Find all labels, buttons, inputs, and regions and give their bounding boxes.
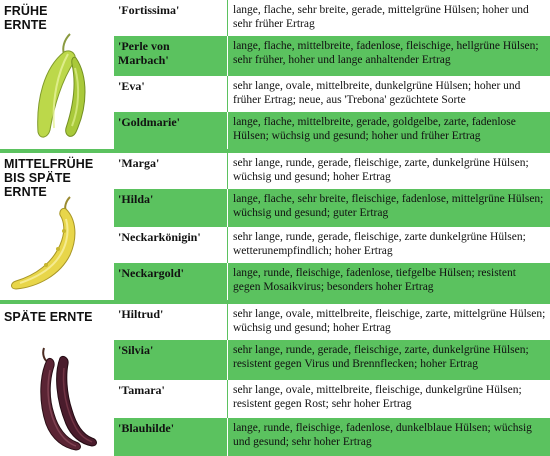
group-late-harvest [0, 304, 550, 456]
variety-description: sehr lange, runde, gerade, fleischige, zarte, dunkelgrüne Hülsen; resistent gegen Virus und Brennflecken; hoher Ertrag [233, 344, 529, 370]
table-row [114, 304, 550, 340]
group-rows [114, 153, 550, 300]
variety-description: sehr lange, ovale, mittelbreite, fleischige, dunkelgrüne Hülsen; resistent gegen Rost; sehr hoher Ertrag [233, 384, 522, 410]
variety-name: 'Hilda' [114, 189, 228, 227]
group-title-line: MITTELFRÜHE [4, 157, 94, 171]
variety-description: sehr lange, runde, gerade, fleischige, zarte dunkelgrüne Hülsen; wetterunempfindlich; hoher Ertrag [233, 231, 526, 257]
variety-description: sehr lange, ovale, mittelbreite, fleischige, zarte, mittelgrüne Hülsen; wüchsig und gesund; hoher Ertrag [233, 308, 546, 334]
table-row [114, 112, 550, 149]
purple-bean-pods-icon [20, 344, 106, 456]
variety-description: lange, flache, mittelbreite, fadenlose, fleischige, hellgrüne Hülsen; sehr früher, hoher und lange anhaltender Ertrag [233, 40, 539, 66]
table-row [114, 380, 550, 418]
variety-name: 'Perle von Marbach' [114, 36, 228, 76]
variety-description: lange, runde, fleischige, fadenlose, dunkelblaue Hülsen; wüchsig und gesund; sehr hoher Ertrag [233, 422, 532, 448]
table-row [114, 263, 550, 300]
group-early-harvest [0, 0, 550, 149]
variety-name: 'Fortissima' [114, 0, 228, 36]
group-title-line: FRÜHE [4, 4, 48, 18]
table-row [114, 76, 550, 112]
group-rows [114, 304, 550, 456]
table-row [114, 340, 550, 380]
variety-name: 'Neckargold' [114, 263, 228, 300]
table-row [114, 36, 550, 76]
group-label-column [0, 304, 114, 456]
variety-description: sehr lange, ovale, mittelbreite, dunkelgrüne Hülsen; hoher und früher Ertrag; neue, aus 'Trebona' gezüchtete Sorte [233, 80, 521, 106]
variety-name: 'Silvia' [114, 340, 228, 380]
variety-name: 'Tamara' [114, 380, 228, 418]
table-row [114, 0, 550, 36]
group-mid-harvest [0, 153, 550, 300]
variety-name: 'Blauhilde' [114, 418, 228, 456]
group-title-line: ERNTE [4, 18, 47, 32]
variety-name: 'Goldmarie' [114, 112, 228, 149]
variety-name: 'Hiltrud' [114, 304, 228, 340]
variety-description: lange, runde, fleischige, fadenlose, tiefgelbe Hülsen; resistent gegen Mosaikvirus; besonders hoher Ertrag [233, 267, 516, 293]
table-row [114, 418, 550, 456]
yellow-bean-pod-icon [4, 193, 112, 299]
variety-name: 'Neckarkönigin' [114, 227, 228, 263]
variety-name: 'Marga' [114, 153, 228, 189]
group-label-column [0, 0, 114, 149]
variety-name: 'Eva' [114, 76, 228, 112]
variety-description: lange, flache, mittelbreite, gerade, goldgelbe, zarte, fadenlose Hülsen; wüchsig und gesund; hoher und früher Ertrag [233, 116, 516, 142]
table-row [114, 227, 550, 263]
table-row [114, 153, 550, 189]
green-bean-pods-icon [18, 28, 108, 146]
variety-description: sehr lange, runde, gerade, fleischige, zarte, dunkelgrüne Hülsen; wüchsig und gesund; hoher Ertrag [233, 157, 529, 183]
group-title-line: SPÄTE ERNTE [4, 310, 93, 324]
group-title-line: ERNTE [4, 185, 47, 199]
variety-description: lange, flache, sehr breite, fleischige, fadenlose, mittelgrüne Hülsen; wüchsig und gesund; guter Ertrag [233, 193, 544, 219]
group-rows [114, 0, 550, 149]
table-row [114, 189, 550, 227]
group-title [4, 310, 93, 324]
variety-description: lange, flache, sehr breite, gerade, mittelgrüne Hülsen; hoher und sehr früher Ertrag [233, 4, 529, 30]
group-title-line: BIS SPÄTE [4, 171, 71, 185]
group-label-column [0, 153, 114, 300]
